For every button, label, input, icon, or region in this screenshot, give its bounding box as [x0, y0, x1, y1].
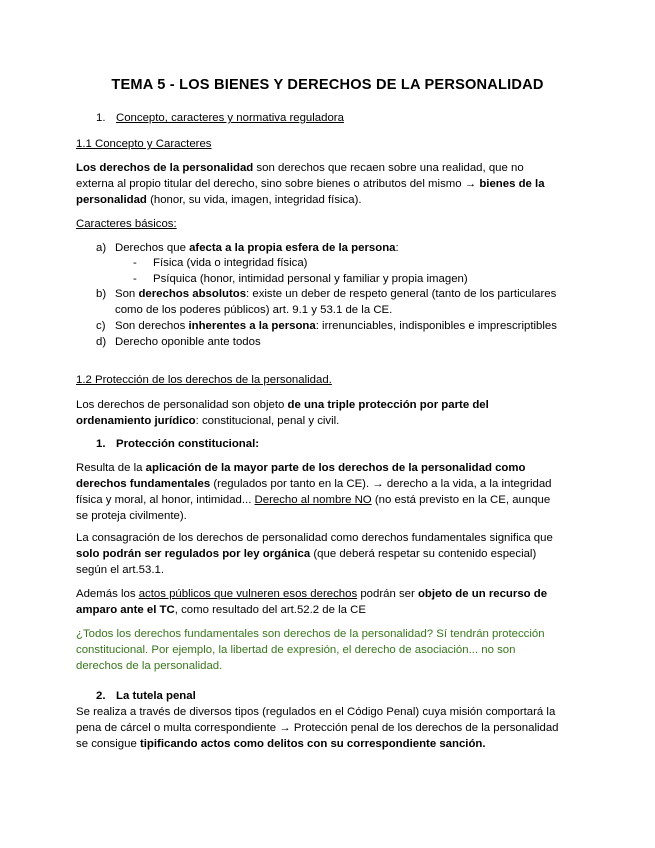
- paragraph-consagracion: La consagración de los derechos de personalidad como derechos fundamentales significa que solo podrán ser regulados por ley orgánica (que deberá respetar su contenido especial) según el art.53.1.: [76, 532, 553, 576]
- heading-tutela-penal: 2. La tutela penal: [96, 690, 196, 702]
- list-item: a) Derechos que afecta a la propia esfera de la persona:: [96, 242, 399, 254]
- caracteres-sublist: [133, 255, 573, 287]
- subsection-1-1-heading: 1.1 Concepto y Caracteres: [76, 138, 212, 150]
- caracteres-list-a: [96, 240, 586, 256]
- page-title: TEMA 5 - LOS BIENES Y DERECHOS DE LA PERSONALIDAD: [111, 77, 544, 93]
- heading-proteccion-constitucional: 1. Protección constitucional:: [96, 438, 260, 450]
- paragraph-aplicacion: Resulta de la aplicación de la mayor parte de los derechos de la personalidad como derechos fundamentales (regulados por tanto en la CE). → derecho a la vida, a la integridad física y moral, al honor, intimidad... Derecho al nombre NO (no está previsto en la CE, aunque se proteja civilmente).: [76, 462, 552, 522]
- list-item: d) Derecho oponible ante todos: [96, 336, 261, 348]
- paragraph-concepto: Los derechos de la personalidad son derechos que recaen sobre una realidad, que no externa al propio titular del derecho, sino sobre bienes o atributos del mismo → bienes de la personalidad (honor, su vida, imagen, integridad física).: [76, 162, 545, 206]
- list-item: - Psíquica (honor, intimidad personal y familiar y propia imagen): [133, 273, 468, 285]
- caracteres-heading: Caracteres básicos:: [76, 218, 177, 230]
- paragraph-tutela-penal: Se realiza a través de diversos tipos (regulados en el Código Penal) cuya misión comportará la pena de cárcel o multa correspondiente → Protección penal de los derechos de la personalidad se consigue tipificando actos como delitos con su correspondiente sanción.: [76, 706, 559, 750]
- note-derechos-fundamentales: ¿Todos los derechos fundamentales son derechos de la personalidad? Sí tendrán protección constitucional. Por ejemplo, la libertad de expresión, el derecho de asociación... no son derechos de la personalidad.: [76, 628, 545, 672]
- caracteres-list-bcd: [96, 286, 586, 350]
- list-item: b) Son derechos absolutos: existe un deber de respeto general (tanto de los particulares como de los poderes públicos) art. 9.1 y 53.1 de la CE.: [96, 288, 557, 316]
- list-item: - Física (vida o integridad física): [133, 257, 308, 269]
- paragraph-amparo: Además los actos públicos que vulneren esos derechos podrán ser objeto de un recurso de amparo ante el TC, como resultado del art.52.2 de la CE: [76, 588, 548, 616]
- section-1-heading: 1. Concepto, caracteres y normativa reguladora: [96, 112, 344, 124]
- list-item: c) Son derechos inherentes a la persona: irrenunciables, indisponibles e imprescriptibles: [96, 320, 557, 332]
- subsection-1-2-heading: 1.2 Protección de los derechos de la personalidad.: [76, 374, 332, 386]
- paragraph-triple-proteccion: Los derechos de personalidad son objeto de una triple protección por parte del ordenamiento jurídico: constitucional, penal y civil.: [76, 399, 489, 427]
